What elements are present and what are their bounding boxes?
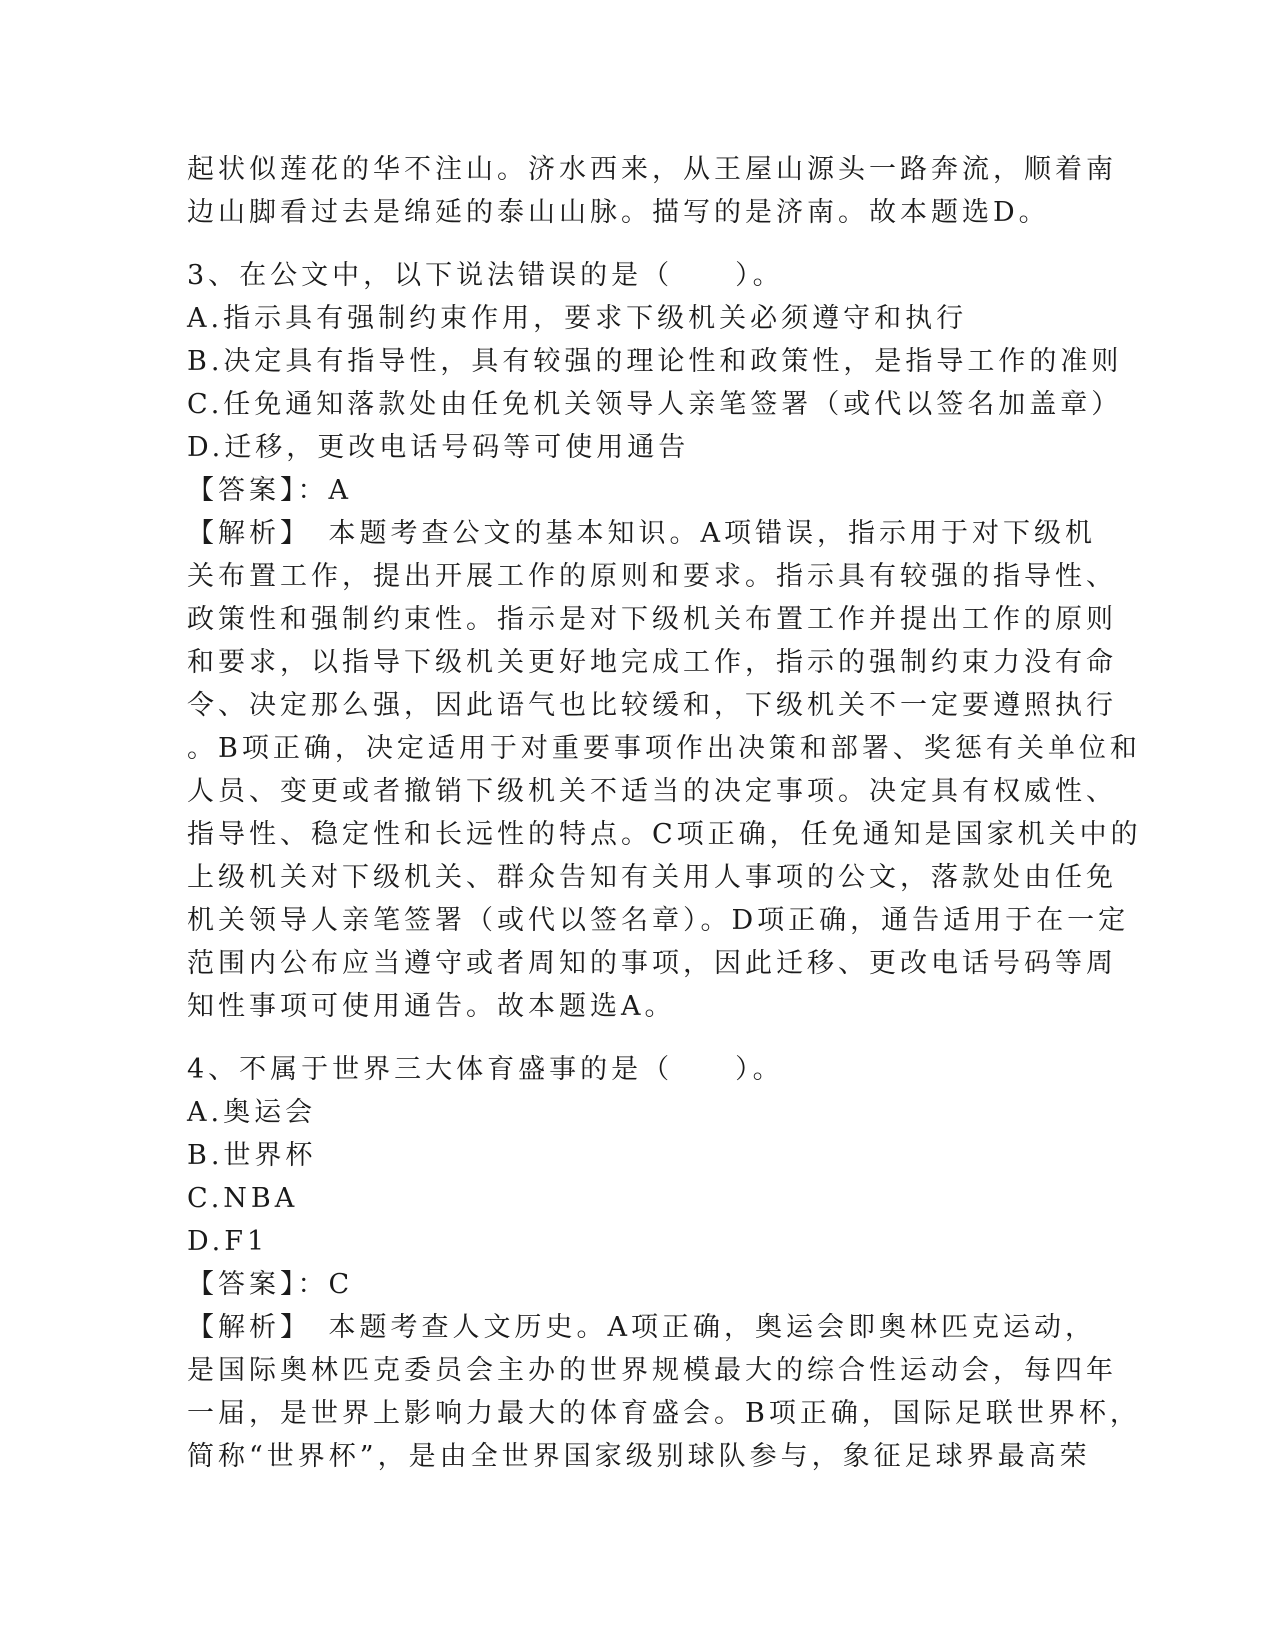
analysis-line: 知性事项可使用通告。故本题选A。: [187, 991, 676, 1022]
analysis-line: 政策性和强制约束性。指示是对下级机关布置工作并提出工作的原则: [187, 604, 1117, 635]
analysis-line: 一届，是世界上影响力最大的体育盛会。B项正确，国际足联世界杯，: [187, 1398, 1141, 1429]
analysis-line: 和要求，以指导下级机关更好地完成工作，指示的强制约束力没有命: [187, 647, 1117, 678]
document-page: [187, 148, 1142, 1478]
analysis-line: 机关领导人亲笔签署（或代以签名章）。D项正确，通告适用于在一定: [187, 905, 1130, 936]
question-stem: 3、在公文中，以下说法错误的是（ ）。: [187, 260, 784, 291]
answer-line: 【答案】：C: [187, 1269, 354, 1300]
analysis-line: 【解析】 本题考查公文的基本知识。A项错误，指示用于对下级机: [187, 518, 1096, 549]
previous-analysis-continuation: [187, 148, 1117, 234]
option-c: C.NBA: [187, 1183, 299, 1214]
answer-line: 【答案】：A: [187, 475, 352, 506]
analysis-line: 范围内公布应当遵守或者周知的事项，因此迁移、更改电话号码等周: [187, 948, 1117, 979]
text-line: 边山脚看过去是绵延的泰山山脉。描写的是济南。故本题选D。: [187, 197, 1050, 228]
option-b: B.决定具有指导性，具有较强的理论性和政策性，是指导工作的准则: [187, 346, 1123, 377]
question-3: [187, 254, 1142, 1028]
option-b: B.世界杯: [187, 1140, 317, 1171]
analysis-line: 令、决定那么强，因此语气也比较缓和，下级机关不一定要遵照执行: [187, 690, 1117, 721]
option-d: D.迁移，更改电话号码等可使用通告: [187, 432, 690, 463]
analysis-line: 关布置工作，提出开展工作的原则和要求。指示具有较强的指导性、: [187, 561, 1117, 592]
analysis-line: 指导性、稳定性和长远性的特点。C项正确，任免通知是国家机关中的: [187, 819, 1142, 850]
analysis-line: 【解析】 本题考查人文历史。A项正确，奥运会即奥林匹克运动，: [187, 1312, 1096, 1343]
option-d: D.F1: [187, 1226, 269, 1257]
analysis-line: 上级机关对下级机关、群众告知有关用人事项的公文，落款处由任免: [187, 862, 1117, 893]
question-4: [187, 1048, 1141, 1478]
option-a: A.指示具有强制约束作用，要求下级机关必须遵守和执行: [187, 303, 968, 334]
analysis-line: 简称“世界杯”，是由全世界国家级别球队参与，象征足球界最高荣: [187, 1441, 1091, 1472]
option-a: A.奥运会: [187, 1097, 317, 1128]
analysis-line: 人员、变更或者撤销下级机关不适当的决定事项。决定具有权威性、: [187, 776, 1117, 807]
analysis-line: 。B项正确，决定适用于对重要事项作出决策和部署、奖惩有关单位和: [187, 733, 1141, 764]
analysis-line: 是国际奥林匹克委员会主办的世界规模最大的综合性运动会，每四年: [187, 1355, 1117, 1386]
text-line: 起状似莲花的华不注山。济水西来，从王屋山源头一路奔流，顺着南: [187, 154, 1117, 185]
analysis: [187, 1306, 1141, 1478]
question-stem: 4、不属于世界三大体育盛事的是（ ）。: [187, 1054, 784, 1085]
analysis: [187, 512, 1142, 1028]
option-c: C.任免通知落款处由任免机关领导人亲笔签署（或代以签名加盖章）: [187, 389, 1123, 420]
